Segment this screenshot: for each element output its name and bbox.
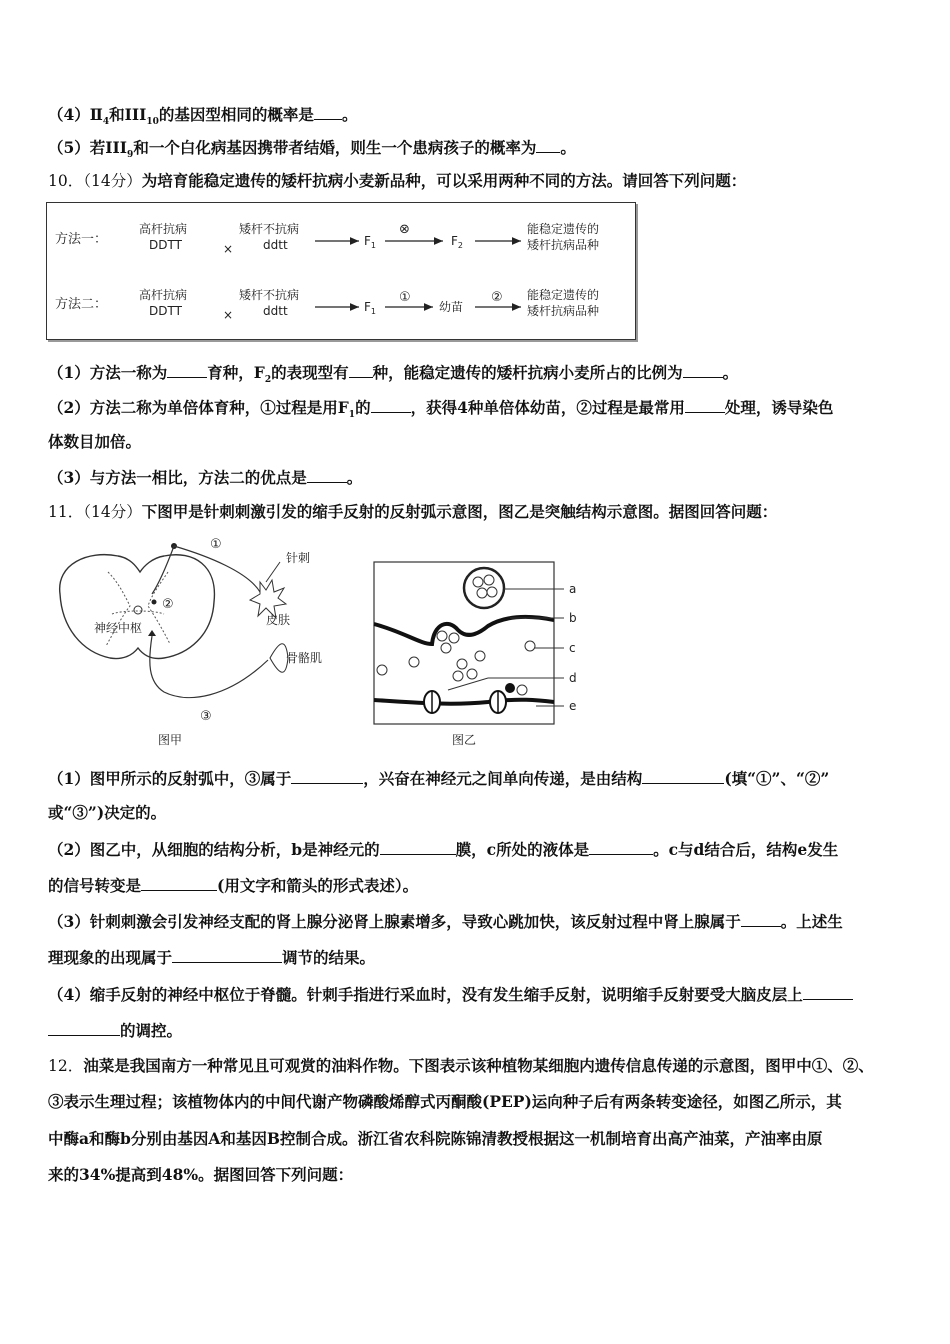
synapse-dot (152, 600, 157, 605)
result-line2: 矮杆抗病品种 (527, 304, 600, 318)
figure-b-caption: 图乙 (452, 733, 477, 747)
result-line1: 能稳定遗传的 (527, 222, 600, 236)
answer-blank[interactable] (683, 362, 723, 378)
answer-blank[interactable] (741, 911, 781, 927)
postsynaptic-membrane (374, 700, 554, 704)
label-a: a (569, 582, 577, 596)
f1-label: $F_1$ (364, 300, 376, 316)
f2-label: $F_2$ (451, 234, 463, 250)
q10-part2-cont: 体数目加倍。 (48, 432, 142, 451)
parent2-genotype: ddtt (263, 238, 288, 252)
q11-part1-cont: 或“③”)决定的。 (48, 803, 167, 822)
q10-stem: 10．（14分）为培育能稳定遗传的矮杆抗病小麦新品种，可以采用两种不同的方法。请回答下列问题： (48, 171, 747, 190)
q11-part4-cont: 的调控。 (48, 1020, 182, 1041)
q12-line1: 12．油菜是我国南方一种常见且可观赏的油料作物。下图表示该种植物某细胞内遗传信息传递的示意图，图甲中①、②、 (48, 1056, 874, 1075)
q12-line2: ③表示生理过程；该植物体内的中间代谢产物磷酸烯醇式丙酮酸(PEP)运向种子后有两条转变途径，如图乙所示，其 (48, 1092, 842, 1111)
q10-part2: （2）方法二称为单倍体育种，①过程是用$F_1$的 ，获得4种单倍体幼苗，②过程是最常用 处理，诱导染色 (48, 398, 834, 421)
parent1-name: 高杆抗病 (139, 222, 188, 236)
transmitter-bound (505, 683, 515, 693)
answer-blank[interactable] (803, 984, 853, 1000)
figure-a-caption: 图甲 (158, 733, 183, 747)
muscle-label: 骨骼肌 (286, 651, 323, 665)
label-3: ③ (200, 709, 212, 724)
efferent-nerve (150, 636, 268, 698)
question-number: 12． (48, 1057, 84, 1075)
parent1-name: 高杆抗病 (139, 288, 188, 302)
q11-part3: （3）针刺刺激会引发神经支配的肾上腺分泌肾上腺素增多，导致心跳加快，该反射过程中肾上腺属于 。上述生 (48, 912, 843, 931)
label-1: ① (210, 537, 222, 552)
needle-line (266, 562, 280, 582)
answer-blank[interactable] (314, 104, 342, 120)
central-canal (134, 606, 142, 614)
q11-part3-cont: 理现象的出现属于 调节的结果。 (48, 948, 376, 967)
step1-symbol: ① (399, 290, 411, 305)
q9-part5: （5）若$III_9$和一个白化病基因携带者结婚，则生一个患病孩子的概率为 。 (48, 138, 576, 161)
label-d: d (569, 671, 577, 685)
answer-blank[interactable] (167, 362, 207, 378)
afferent-root (152, 546, 174, 594)
parent1-genotype: DDTT (149, 238, 182, 252)
cross-sign: × (223, 242, 234, 256)
answer-blank[interactable] (380, 839, 456, 855)
afferent-nerve (174, 546, 260, 592)
answer-blank[interactable] (589, 839, 653, 855)
result-line2: 矮杆抗病品种 (527, 238, 600, 252)
figure-b (374, 562, 577, 747)
label-e: e (569, 699, 577, 713)
method1-label: 方法一： (55, 232, 108, 247)
parent2-name: 矮杆不抗病 (239, 222, 300, 236)
q11-part2-cont: 的信号转变是 (用文字和箭头的形式表述）。 (48, 876, 419, 895)
answer-blank[interactable] (172, 947, 282, 963)
q11-part1: （1）图甲所示的反射弧中，③属于 ，兴奋在神经元之间单向传递，是由结构 (填“①”、“②” (48, 769, 830, 788)
q12-line3: 中酶a和酶b分别由基因A和基因B控制合成。浙江省农科院陈锦清教授根据这一机制培育出高产油菜，产油率由原 (48, 1129, 823, 1148)
seedling-label: 幼苗 (439, 300, 464, 314)
answer-blank[interactable] (307, 467, 347, 483)
answer-blank[interactable] (536, 137, 560, 153)
answer-blank[interactable] (48, 1020, 120, 1036)
answer-blank[interactable] (349, 362, 373, 378)
cross-sign: × (223, 308, 234, 322)
reflex-synapse-svg (48, 532, 608, 754)
breeding-methods-svg (47, 203, 635, 339)
q11-part4: （4）缩手反射的神经中枢位于脊髓。针刺手指进行采血时，没有发生缩手反射，说明缩手反射要受大脑皮层上 (48, 984, 853, 1005)
breeding-methods-diagram (46, 202, 636, 340)
answer-blank[interactable] (685, 397, 725, 413)
q10-part1: （1）方法一称为 育种，$F_2$的表现型有 种，能稳定遗传的矮杆抗病小麦所占的比例为 。 (48, 363, 739, 386)
answer-blank[interactable] (642, 768, 724, 784)
figure-a (60, 537, 322, 747)
question-number: 10．（14分） (48, 172, 142, 190)
label-2: ② (162, 597, 174, 612)
pointer-d (448, 678, 488, 690)
parent2-genotype: ddtt (263, 304, 288, 318)
answer-blank[interactable] (291, 768, 363, 784)
q11-figures (48, 532, 608, 758)
q11-stem: 11．（14分）下图甲是针刺刺激引发的缩手反射的反射弧示意图，图乙是突触结构示意图。据图回答问题： (48, 502, 778, 521)
f1-label: $F_1$ (364, 234, 376, 250)
center-label: 神经中枢 (94, 621, 143, 635)
skin-label: 皮肤 (266, 613, 291, 627)
step2-symbol: ② (491, 290, 503, 305)
answer-blank[interactable] (141, 875, 217, 891)
question-number: 11．（14分） (48, 503, 142, 521)
result-line1: 能稳定遗传的 (527, 288, 600, 302)
parent1-genotype: DDTT (149, 304, 182, 318)
selfing-symbol: ⊗ (399, 222, 410, 237)
presynaptic-membrane (374, 617, 554, 644)
label-b: b (569, 611, 577, 625)
q11-part2: （2）图乙中，从细胞的结构分析，b是神经元的 膜，c所处的液体是 。c与d结合后，结构e发生 (48, 840, 839, 859)
parent2-name: 矮杆不抗病 (239, 288, 300, 302)
needle-label: 针刺 (286, 551, 311, 565)
label-c: c (569, 641, 576, 655)
motor-neuron (148, 630, 156, 636)
answer-blank[interactable] (371, 397, 411, 413)
q12-line4: 来的34%提高到48%。据图回答下列问题： (48, 1165, 354, 1184)
q10-part3: （3）与方法一相比，方法二的优点是 。 (48, 468, 363, 487)
q9-part4: $(4)Ⅱ_4$和$III_{10}$的基因型相同的概率是 。 (48, 105, 358, 128)
method2-label: 方法二： (55, 297, 108, 312)
